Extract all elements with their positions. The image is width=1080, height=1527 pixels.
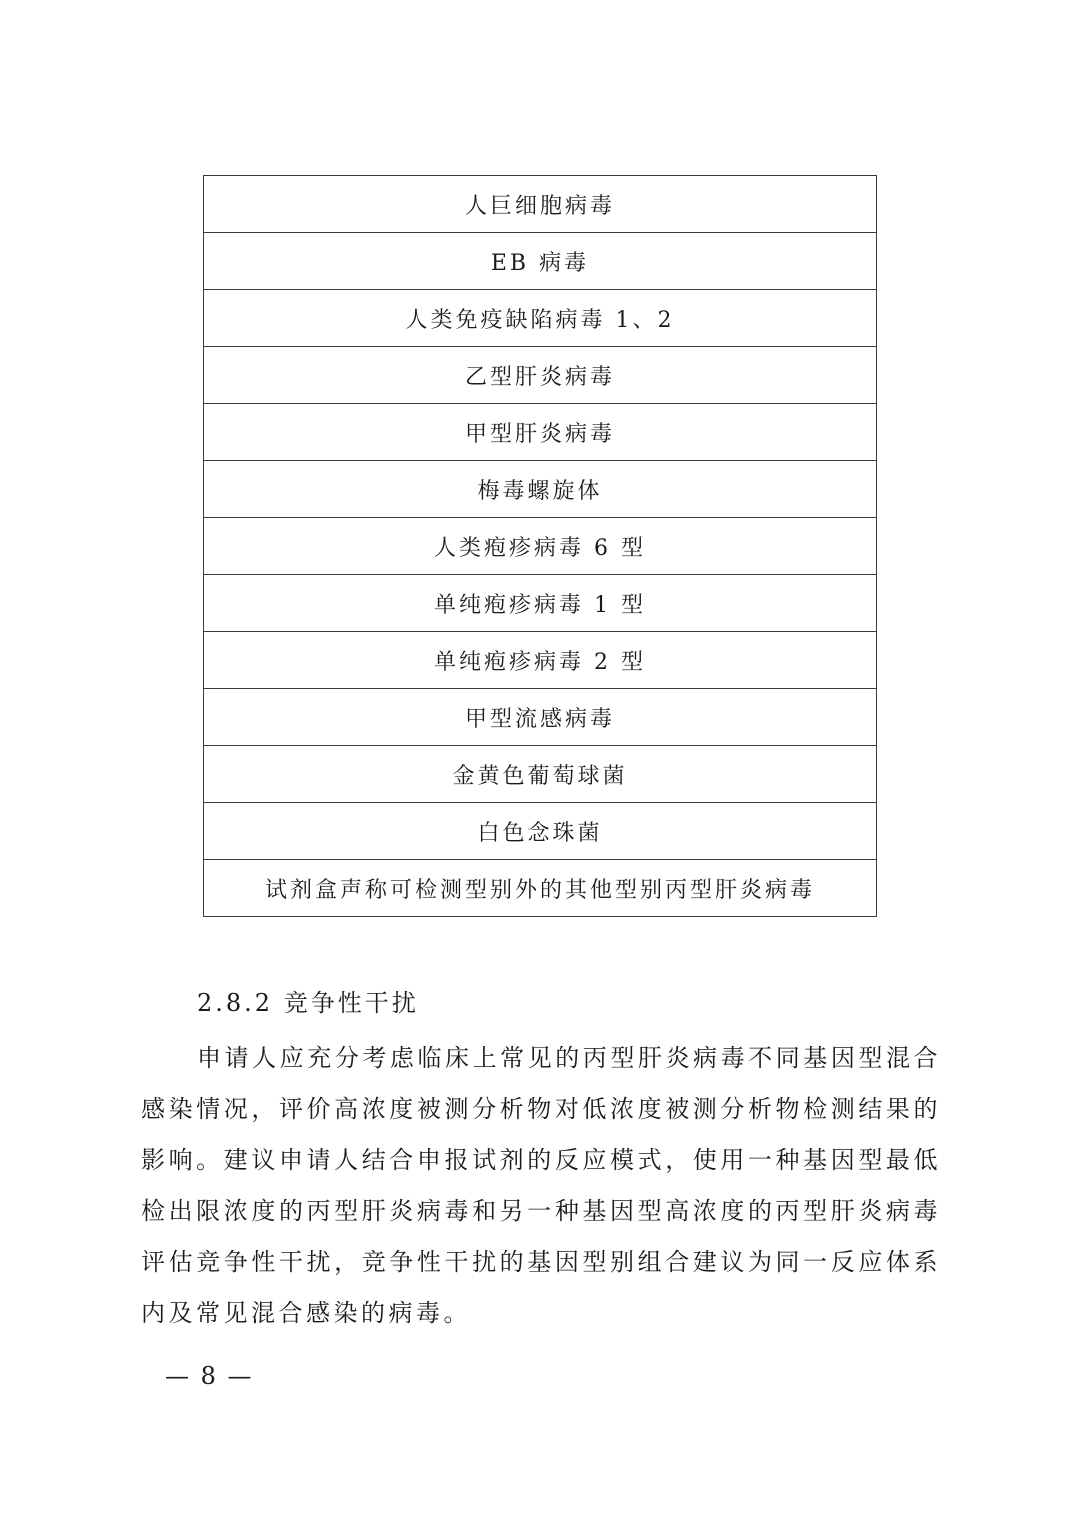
table-row [204,233,877,290]
table-row [204,461,877,518]
table-cell: EB 病毒 [204,233,877,290]
table-cell: 单纯疱疹病毒 1 型 [204,575,877,632]
table-cell: 单纯疱疹病毒 2 型 [204,632,877,689]
table-row [204,176,877,233]
table-cell: 甲型肝炎病毒 [204,404,877,461]
table-row [204,689,877,746]
table-row [204,746,877,803]
table-row [204,518,877,575]
table-cell: 甲型流感病毒 [204,689,877,746]
table-row [204,575,877,632]
table-cell: 人巨细胞病毒 [204,176,877,233]
page-number: — 8 — [165,1362,254,1390]
table-row [204,860,877,917]
table-cell: 白色念珠菌 [204,803,877,860]
interference-organism-table [203,175,877,917]
table-cell: 人类免疫缺陷病毒 1、2 [204,290,877,347]
table-row [204,803,877,860]
section-body-paragraph: 申请人应充分考虑临床上常见的丙型肝炎病毒不同基因型混合感染情况，评价高浓度被测分析物对低浓度被测分析物检测结果的影响。建议申请人结合申报试剂的反应模式，使用一种基因型最低检出限浓度的丙型肝炎病毒和另一种基因型高浓度的丙型肝炎病毒评估竞争性干扰，竞争性干扰的基因型别组合建议为同一反应体系内及常见混合感染的病毒。 [141,1044,941,1327]
section-heading: 2.8.2 竞争性干扰 [197,989,419,1017]
table-cell: 试剂盒声称可检测型别外的其他型别丙型肝炎病毒 [204,860,877,917]
table-cell: 人类疱疹病毒 6 型 [204,518,877,575]
table-cell: 梅毒螺旋体 [204,461,877,518]
table-row [204,290,877,347]
table-cell: 乙型肝炎病毒 [204,347,877,404]
table-cell: 金黄色葡萄球菌 [204,746,877,803]
table-row [204,632,877,689]
table-row [204,404,877,461]
table-row [204,347,877,404]
